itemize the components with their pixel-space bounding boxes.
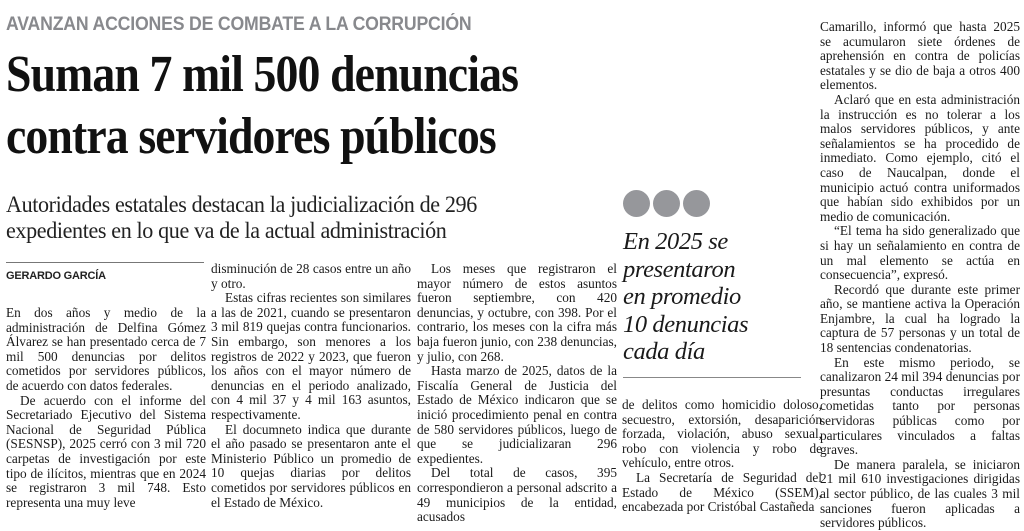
pull-quote [623, 228, 748, 366]
paragraph: En dos años y medio de la administración de Delfina Gómez Álvarez se han presentado cerca de 7 mil 500 denuncias por delitos cometidos por servidores públicos, de acuerdo con datos federales. [6, 305, 206, 393]
pull-quote-line: 10 denuncias [623, 310, 749, 338]
paragraph: El documneto indica que durante el año pasado se presentaron ante el Ministerio Público un promedio de 10 quejas diarias por delitos cometidos por servidores públicos en el Estado de México. [211, 421, 411, 510]
dot [653, 190, 680, 217]
article-column-2 [211, 262, 411, 510]
paragraph: De manera paralela, se iniciaron 21 mil 610 investigaciones dirigidas al sector público, de las cuales 3 mil sanciones fueron aplicadas a servidores públicos. [820, 456, 1020, 531]
headline [6, 44, 518, 168]
subheadline-line: Autoridades estatales destacan la judicialización de 296 [6, 192, 477, 218]
paragraph: La Secretaría de Seguridad del Estado de México (SSEM), encabezada por Cristóbal Castañeda [622, 469, 822, 515]
three-dots-icon [623, 190, 710, 217]
pull-quote-line: presentaron [623, 255, 736, 283]
headline-line: contra servidores públicos [6, 108, 496, 165]
pull-quote-line: cada día [623, 338, 705, 365]
subheadline-line: expedientes en lo que va de la actual administración [6, 218, 447, 244]
dot [683, 190, 710, 217]
paragraph: Hasta marzo de 2025, datos de la Fiscalía General de Justicia del Estado de México indicaron que se inició procedimiento penal en contra de 580 servidores públicos, luego de que se judicializaran 296 expedientes. [417, 363, 617, 466]
article-column-1 [6, 306, 206, 510]
pull-quote-line: en promedio [623, 283, 741, 310]
paragraph: De acuerdo con el informe del Secretariado Ejecutivo del Sistema Nacional de Seguridad Pública (SESNSP), 2025 cerró con 3 mil 720 carpetas de investigación por este tipo de ilícitos, mientras que en 2024 se registraron 3 mil 748. Esto representa una muy leve [6, 392, 206, 510]
paragraph: En este mismo periodo, se canalizaron 24 mil 394 denuncias por presuntas conductas irregulares cometidas tanto por personas servidoras públicas como por particulares vinculados a faltas graves. [820, 354, 1020, 458]
paragraph: Estas cifras recientes son similares a las de 2021, cuando se presentaron 3 mil 819 quejas contra funcionarios. Sin embargo, son menores a los registros de 2022 y 2023, que fueron los años con el mayor número de denuncias en el periodo analizado, con 4 mil 37 y 4 mil 163 asuntos, respectivamente. [211, 290, 411, 422]
paragraph: Aclaró que en esta administración la instrucción es no tolerar a los malos servidores públicos, y ante señalamientos se ha procedido de inmediato. Como ejemplo, citó el caso de Naucalpan, donde el municipio actuó contra uniformados que habían sido exhibidos por un medio de comunicación. [820, 91, 1020, 224]
paragraph: Camarillo, informó que hasta 2025 se acumularon siete órdenes de aprehensión en contra de policías estatales y se dio de baja a otros 400 elementos. [820, 19, 1020, 93]
paragraph: “El tema ha sido generalizado que si hay un señalamiento en contra de un mal elemento se actúa en consecuencia”, expresó. [820, 223, 1020, 283]
headline-line: Suman 7 mil 500 denuncias [6, 46, 518, 103]
paragraph: Recordó que durante este primer año, se mantiene activa la Operación Enjambre, la cual ha logrado la captura de 57 personas y un total de 18 sentencias condenatorias. [820, 281, 1020, 356]
paragraph: disminución de 28 casos entre un año y otro. [211, 261, 411, 291]
article-column-5 [820, 20, 1020, 531]
kicker: AVANZAN ACCIONES DE COMBATE A LA CORRUPCIÓN [6, 14, 472, 35]
paragraph: Del total de casos, 395 correspondieron a personal adscrito a 49 municipios de la entidad, acusados [417, 465, 617, 525]
subheadline [6, 192, 477, 244]
article-column-4 [622, 398, 822, 515]
dot [623, 190, 650, 217]
byline: GERARDO GARCÍA [6, 270, 106, 282]
paragraph: de delitos como homicidio doloso, secuestro, extorsión, desaparición forzada, violación, abuso sexual, robo con violencia y robo de vehículo, entre otros. [622, 397, 822, 471]
paragraph: Los meses que registraron el mayor número de estos asuntos fueron septiembre, con 420 denuncias, y octubre, con 398. Por el contrario, los meses con la cifra más baja fueron junio, con 238 denuncias, y julio, con 268. [417, 261, 617, 364]
article-column-3 [417, 262, 617, 525]
byline-divider [6, 262, 204, 263]
pull-quote-line: En 2025 se [623, 228, 728, 255]
pull-quote-divider [623, 377, 801, 378]
